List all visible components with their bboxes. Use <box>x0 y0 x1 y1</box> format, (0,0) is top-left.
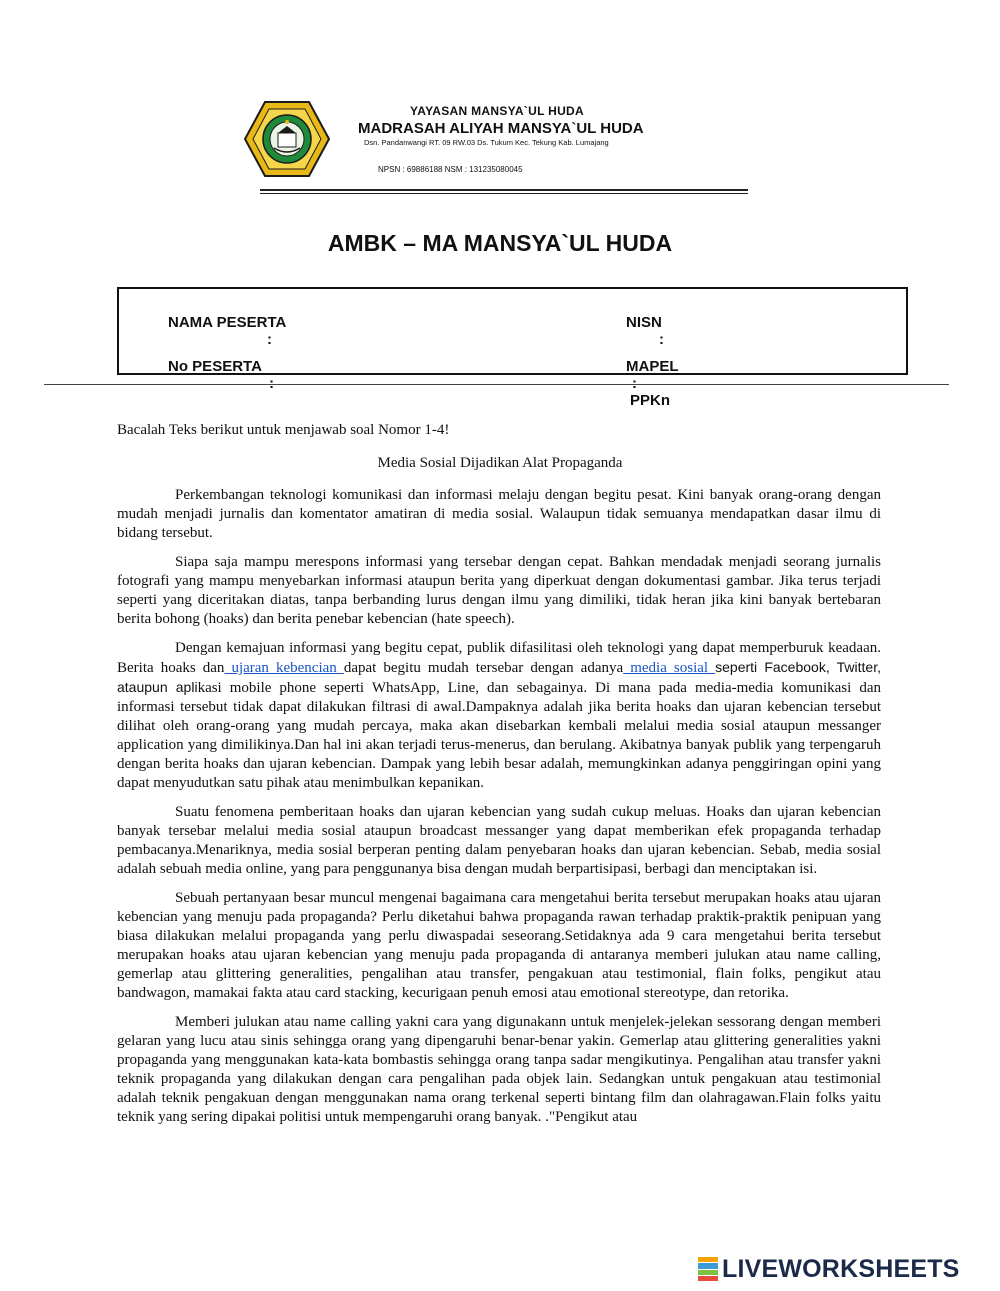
article-paragraph: Siapa saja mampu merespons informasi yang tersebar dengan cepat. Bahkan mendadak menjadi seorang jurnalis fotografi yang mampu menyebarkan informasi ataupun berita yang diperkuat dengan dokumentasi gambar. Jika terus terjadi seperti yang diceritakan diatas, tanpa berbanding lurus dengan ilmu yang dimiliki, tidak heran jika kini banyak bertebaran berita bohong (hoaks) dan berita penebar kebencian (hate speech). <box>117 554 881 627</box>
school-address: Dsn. Pandanwangi RT. 09 RW.03 Ds. Tukum Kec. Tekung Kab. Lumajang <box>364 138 609 147</box>
subject-value: PPKn <box>630 392 671 409</box>
subject-label: MAPEL <box>626 358 679 375</box>
school-name: MADRASAH ALIYAH MANSYA`UL HUDA <box>358 120 644 137</box>
nisn-colon: : <box>659 331 664 348</box>
section-divider <box>44 384 949 385</box>
article-paragraph: Perkembangan teknologi komunikasi dan informasi melaju dengan begitu pesat. Kini banyak orang-orang dengan mudah menjadi jurnalis dan komentator amatiran di media sosial. Walaupun tidak semuanya mendapatkan dasar ilmu di bidang tersebut. <box>117 487 881 541</box>
foundation-name: YAYASAN MANSYA`UL HUDA <box>410 104 584 118</box>
school-id-numbers: NPSN : 69886188 NSM : 131235080045 <box>378 165 523 174</box>
paragraph-text: Dengan kemajuan informasi yang begitu cepat, publik difasilitasi oleh teknologi yang dapat memperburuk keadaan. Berita hoaks dan <box>117 640 881 676</box>
document-title: AMBK – MA MANSYA`UL HUDA <box>327 230 673 256</box>
watermark-text: LIVEWORKSHEETS <box>722 1254 960 1283</box>
article-body <box>117 486 881 1137</box>
article-paragraph: Memberi julukan atau name calling yakni cara yang digunakann untuk menjelek-jelekan sessorang dengan memberi gelaran yang lucu atau sinis sehingga orang yang dipengaruhi benar-benar yakin. Gemerlap atau glittering generalities yakni propaganda yang menggunakan kata-kata bombastis sehingga orang tanpa sadar mengikutinya. Pengalihan atau transfer yakni teknik propaganda yang dilakukan dengan cara pengalihan pada objek lain. Sedangkan untuk pengakuan atau testimonial adalah teknik pengakuan dengan menggunakan nama orang terkenal seperti bintang film dan olahragawan.Flain folks yaitu teknik yang sering dipakai politisi untuk mempengaruhi orang banyak. ."Pengikut atau <box>117 1014 881 1125</box>
link-media-sosial[interactable]: media sosial <box>623 660 716 676</box>
nisn-label: NISN <box>626 314 662 331</box>
participant-info-box <box>117 287 908 409</box>
letterhead-divider-thin <box>260 193 748 194</box>
paragraph-text: kasi mobile phone seperti WhatsApp, Line, dan sebagainya. Di mana pada media-media komunikasi dan informasi tersebut tidak dapat dilakukan filtrasi di awal.Dampaknya adalah jika berita hoaks dan ujaran kebencian tersebut dilihat oleh orang-orang yang mudah percaya, maka akan disebarkan kembali melalui media sosial ataupun messanger application yang dimilikinya.Dan hal ini akan terjadi terus-menerus, dan berulang. Akibatnya banyak publik yang terpengaruh dengan berita hoaks dan ujaran kebencian. Dampak yang lebih besar adalah, memungkinkan adanya penggiringan opini yang dapat menyudutkan satu pihak atau menimbulkan kepanikan. <box>117 680 881 791</box>
paragraph-text: seperti Facebook, Twitter, ataupun apli <box>117 659 881 695</box>
letterhead-divider <box>260 189 748 191</box>
liveworksheets-watermark <box>698 1255 960 1283</box>
reading-instruction: Bacalah Teks berikut untuk menjawab soal Nomor 1-4! <box>117 422 450 438</box>
article-paragraph: Suatu fenomena pemberitaan hoaks dan ujaran kebencian yang sudah cukup meluas. Hoaks dan ujaran kebencian banyak tersebar melalui media sosial ataupun broadcast messanger yang dapat memberikan efek propaganda terhadap pembacanya.Menariknya, media sosial berperan penting dalam penyebaran hoaks dan ujaran kebencian. Sebab, media sosial adalah sebuah media online, yang para penggunanya bisa dengan mudah berpartisipasi, berbagi dan menciptakan isi. <box>117 804 881 877</box>
name-label: NAMA PESERTA <box>168 314 287 331</box>
link-ujaran-kebencian[interactable]: ujaran kebencian <box>224 660 344 676</box>
letterhead <box>358 104 758 175</box>
article-paragraph <box>117 639 881 793</box>
school-emblem-icon <box>244 100 330 178</box>
article-paragraph: Sebuah pertanyaan besar muncul mengenai bagaimana cara mengetahui berita tersebut merupakan hoaks atau ujaran kebencian yang menuju pada propaganda? Perlu diketahui bahwa propaganda rawan terhadap praktik-praktik penipuan yang biasa dilakukan melalui propaganda yang perlu diwaspadai seseorang.Setidaknya ada 9 cara mengetahui berita tersebut merupakan hoaks atau ujaran kebencian yang menuju pada propaganda di antaranya memberi julukan atau name calling, gemerlap atau glittering generalities, pengalihan atau transfer, pengakuan atau testimonial, flain folks, pengikut atau bandwagon, mamakai fakta atau card stacking, kecurigaan penuh emosi atau emotional stereotype, dan retorika. <box>117 890 881 1001</box>
liveworksheets-logo-icon <box>698 1257 718 1281</box>
article-title: Media Sosial Dijadikan Alat Propaganda <box>377 455 623 471</box>
name-colon: : <box>267 331 272 348</box>
participant-number-label: No PESERTA <box>168 358 262 375</box>
participant-number-field[interactable] <box>143 341 262 409</box>
paragraph-text: dapat begitu mudah tersebar dengan adanya <box>343 660 624 676</box>
